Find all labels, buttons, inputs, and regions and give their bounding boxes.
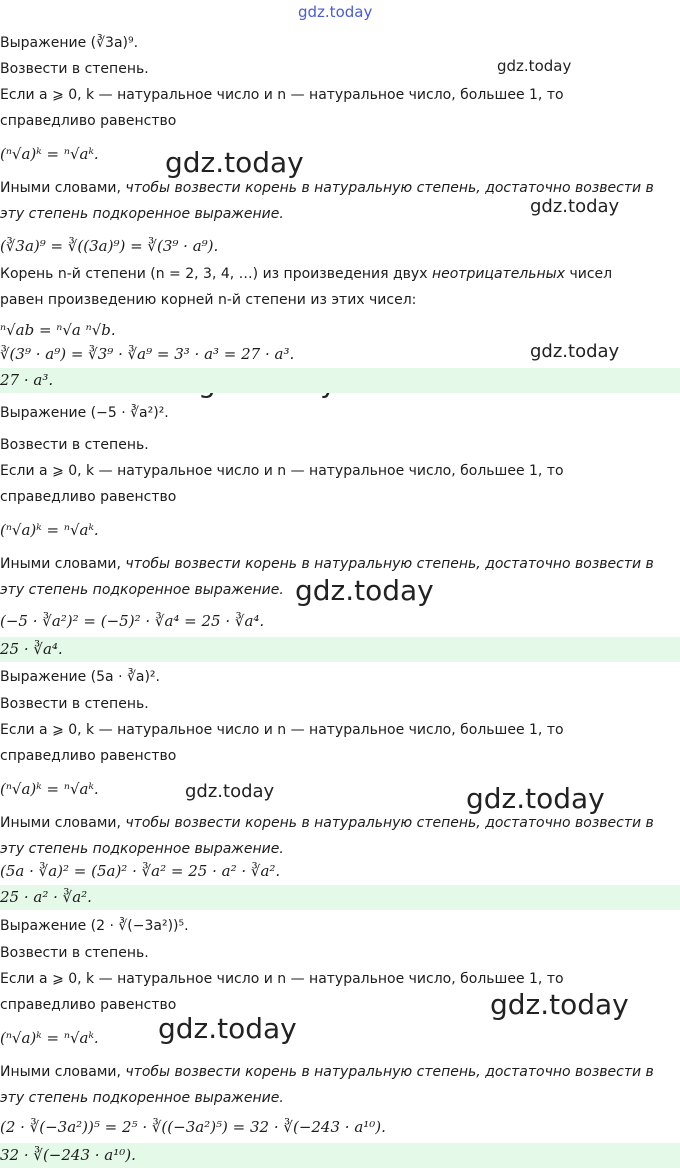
task-line: Возвести в степень. — [0, 61, 149, 77]
rule-line: Если a ⩾ 0, k — натуральное число и n — натуральное число, большее 1, то — [0, 722, 564, 738]
solution-step: (5a · ∛a)² = (5a)² · ∛a² = 25 · a² · ∛a². — [0, 862, 281, 880]
expression-line: Выражение (2 · ∛(−3a²))⁵. — [0, 918, 189, 934]
explanation-line: эту степень подкоренное выражение. — [0, 582, 284, 598]
property-line — [0, 264, 612, 284]
watermark: gdz.today — [530, 196, 620, 217]
rule-line: Если a ⩾ 0, k — натуральное число и n — натуральное число, большее 1, то — [0, 463, 564, 479]
property-formula: ⁿ√ab = ⁿ√a ⁿ√b. — [0, 321, 116, 339]
explanation-emphasis: чтобы возвести корень в натуральную степень, достаточно возвести в — [125, 815, 654, 831]
expression-line: Выражение (5a · ∛a)². — [0, 669, 160, 685]
property-text: чисел — [565, 266, 613, 282]
explanation-prefix: Иными словами, — [0, 180, 126, 196]
rule-line: справедливо равенство — [0, 489, 177, 505]
rule-line: справедливо равенство — [0, 113, 177, 129]
rule-line: справедливо равенство — [0, 997, 177, 1013]
expression-line: Выражение (−5 · ∛a²)². — [0, 405, 169, 421]
watermark: gdz.today — [530, 341, 620, 362]
task-line: Возвести в степень. — [0, 945, 149, 961]
explanation-prefix: Иными словами, — [0, 556, 126, 572]
property-emphasis: неотрицательных — [431, 266, 565, 282]
watermark: gdz.today — [497, 57, 572, 75]
solution-step: (2 · ∛(−3a²))⁵ = 2⁵ · ∛((−3a²)⁵) = 32 · ∛(−243 · a¹⁰). — [0, 1118, 386, 1136]
watermark: gdz.today — [490, 988, 629, 1021]
explanation-emphasis: чтобы возвести корень в натуральную степень, достаточно возвести в — [125, 556, 654, 572]
answer-row: 25 · ∛a⁴. — [0, 637, 680, 662]
explanation-line: эту степень подкоренное выражение. — [0, 1090, 284, 1106]
watermark: gdz.today — [158, 1012, 297, 1045]
watermark-top: gdz.today — [298, 3, 373, 21]
rule-line: Если a ⩾ 0, k — натуральное число и n — натуральное число, большее 1, то — [0, 87, 564, 103]
task-line: Возвести в степень. — [0, 437, 149, 453]
solution-step: ∛(3⁹ · a⁹) = ∛3⁹ · ∛a⁹ = 3³ · a³ = 27 · a³. — [0, 345, 295, 363]
watermark: gdz.today — [295, 574, 434, 607]
explanation-prefix: Иными словами, — [0, 815, 126, 831]
explanation-line — [0, 554, 654, 574]
rule-formula: (ⁿ√a)ᵏ = ⁿ√aᵏ. — [0, 780, 99, 798]
explanation-line — [0, 813, 654, 833]
watermark: gdz.today — [466, 782, 605, 815]
answer-row: 32 · ∛(−243 · a¹⁰). — [0, 1143, 680, 1168]
answer-row: 25 · a² · ∛a². — [0, 885, 680, 910]
explanation-line — [0, 1062, 654, 1082]
task-line: Возвести в степень. — [0, 696, 149, 712]
rule-line: справедливо равенство — [0, 748, 177, 764]
explanation-prefix: Иными словами, — [0, 1064, 126, 1080]
explanation-line: эту степень подкоренное выражение. — [0, 841, 284, 857]
watermark: gdz.today — [185, 781, 275, 802]
expression-line: Выражение (∛3a)⁹. — [0, 35, 139, 51]
answer-row: 27 · a³. — [0, 368, 680, 393]
explanation-line: эту степень подкоренное выражение. — [0, 206, 284, 222]
explanation-emphasis: чтобы возвести корень в натуральную степень, достаточно возвести в — [125, 180, 654, 196]
solution-step: (∛3a)⁹ = ∛((3a)⁹) = ∛(3⁹ · a⁹). — [0, 237, 219, 255]
explanation-line — [0, 178, 654, 198]
rule-line: Если a ⩾ 0, k — натуральное число и n — натуральное число, большее 1, то — [0, 971, 564, 987]
property-text: Корень n-й степени (n = 2, 3, 4, …) из произведения двух — [0, 266, 432, 282]
rule-formula: (ⁿ√a)ᵏ = ⁿ√aᵏ. — [0, 145, 99, 163]
solution-step: (−5 · ∛a²)² = (−5)² · ∛a⁴ = 25 · ∛a⁴. — [0, 612, 265, 630]
rule-formula: (ⁿ√a)ᵏ = ⁿ√aᵏ. — [0, 1029, 99, 1047]
watermark: gdz.today — [165, 146, 304, 179]
explanation-emphasis: чтобы возвести корень в натуральную степень, достаточно возвести в — [125, 1064, 654, 1080]
property-line: равен произведению корней n-й степени из этих чисел: — [0, 292, 417, 308]
rule-formula: (ⁿ√a)ᵏ = ⁿ√aᵏ. — [0, 521, 99, 539]
